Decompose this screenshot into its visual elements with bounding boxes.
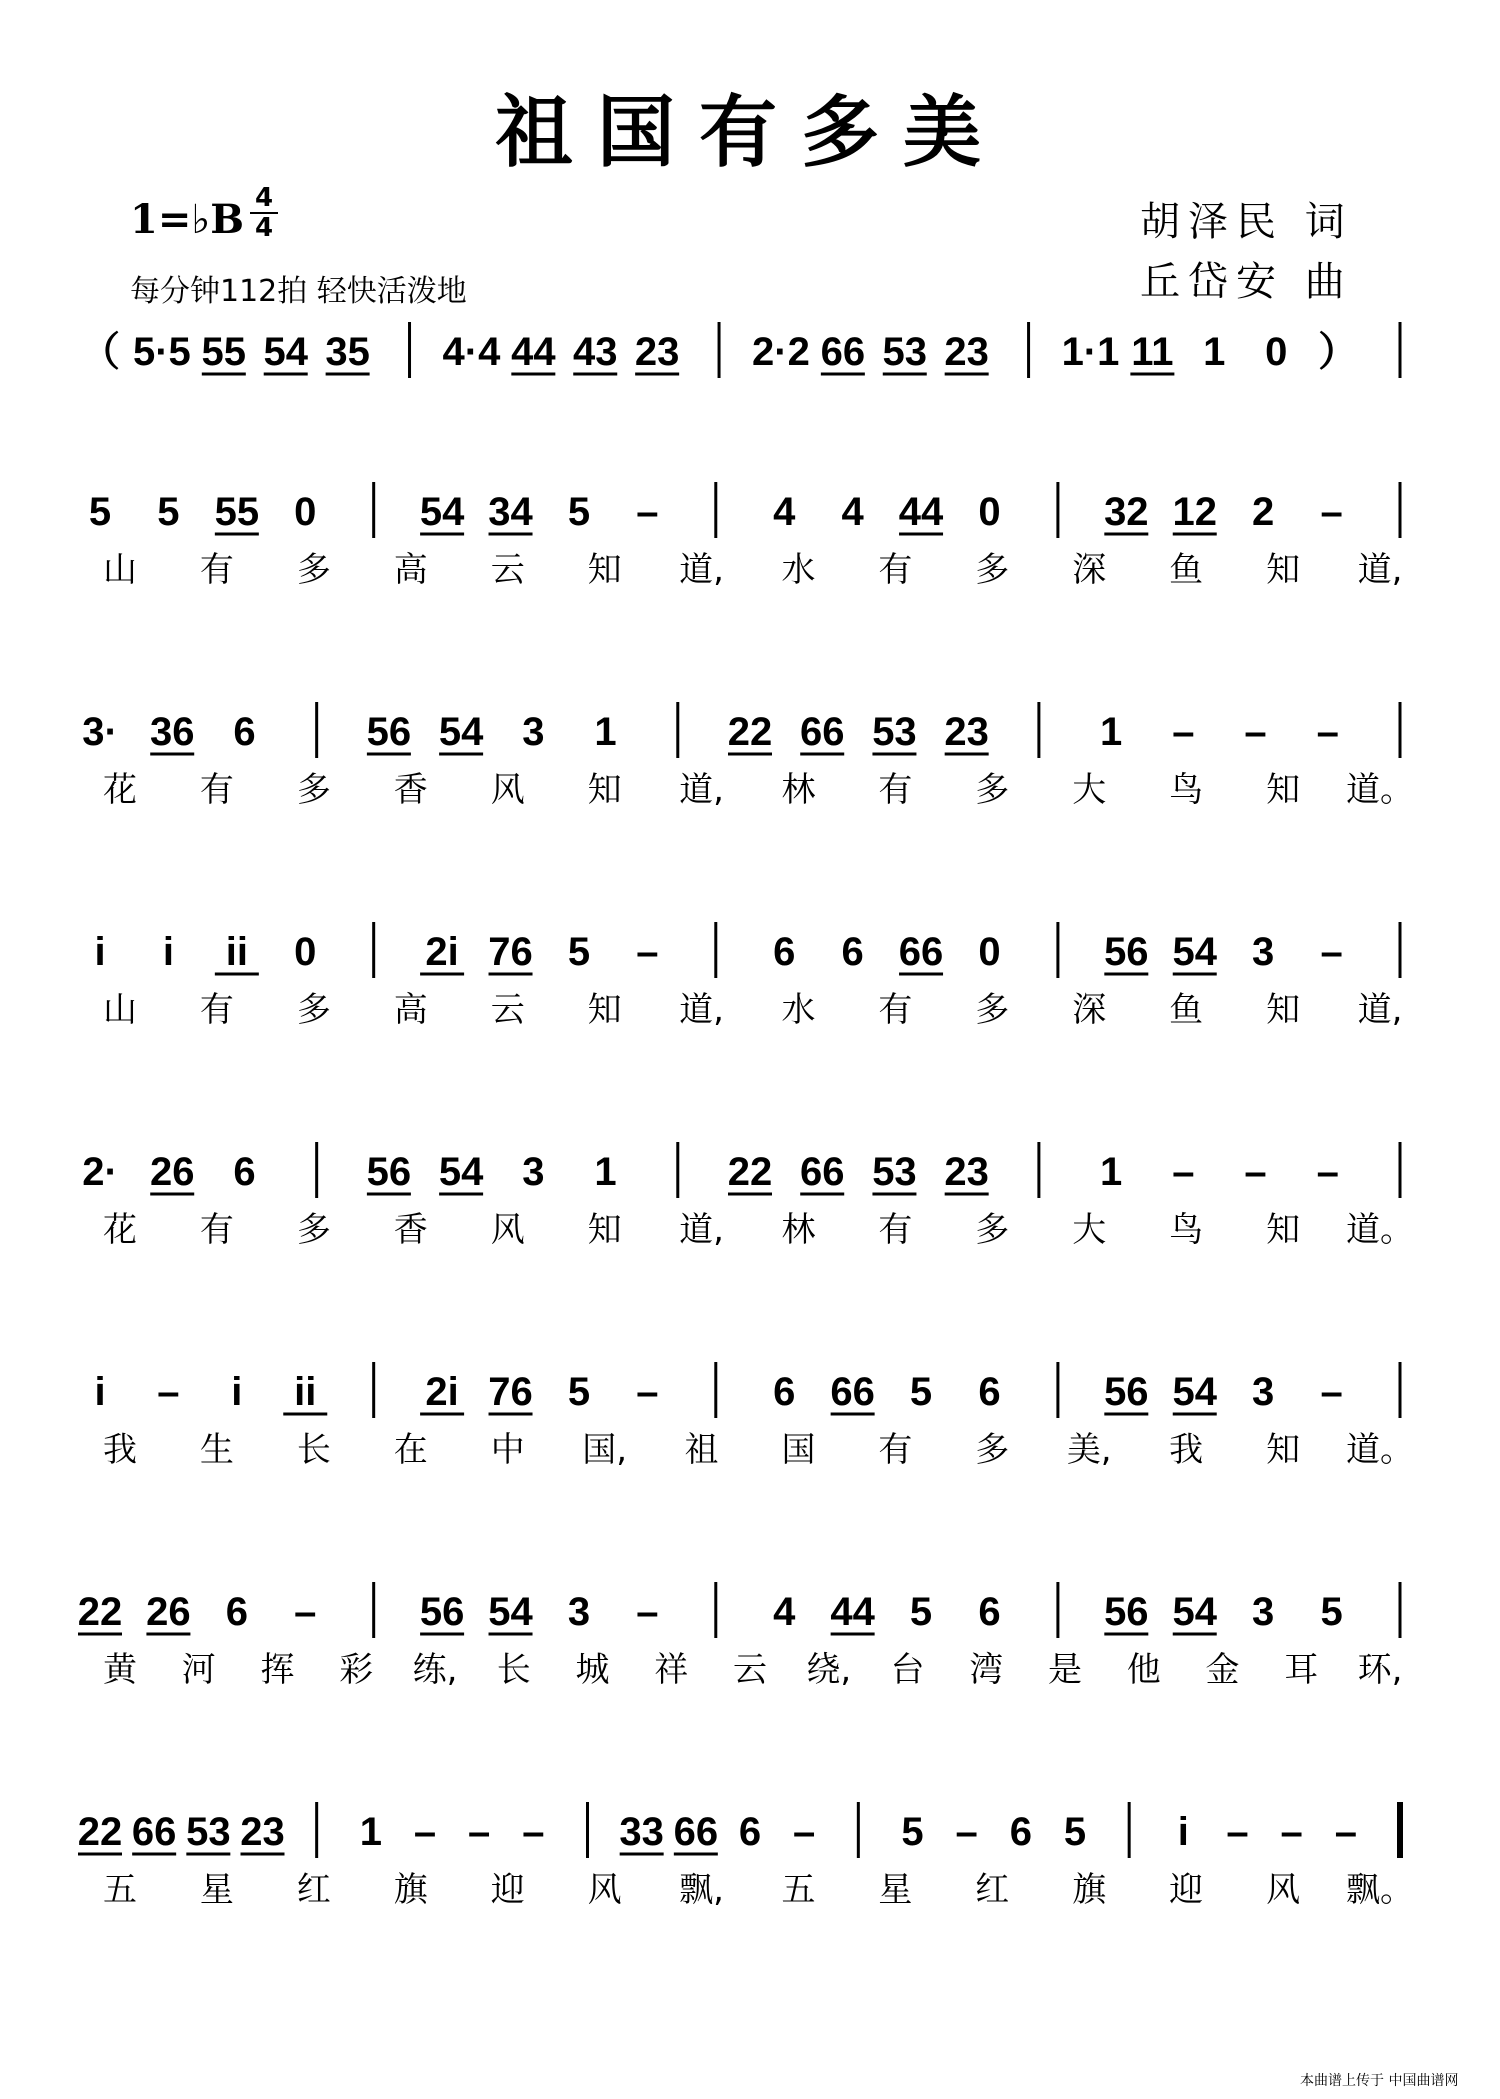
lyric-syllable: 练, (412, 1650, 458, 1690)
jianpu-note: 76 (488, 930, 533, 974)
lyric-syllable: 知 (587, 1210, 622, 1250)
lyric-syllable: 云 (490, 550, 525, 590)
jianpu-note: – (636, 930, 659, 974)
notation-line (0, 480, 1500, 550)
lyric-syllable: 彩 (339, 1650, 374, 1690)
jianpu-note: i (94, 1370, 106, 1414)
lyric-syllable: 多 (975, 770, 1010, 810)
time-signature-top: 4 (254, 183, 274, 213)
jianpu-note: 12 (1172, 490, 1217, 534)
jianpu-note: 2i (425, 1370, 459, 1414)
jianpu-note: – (955, 1810, 978, 1854)
jianpu-note: 66 (898, 930, 944, 974)
lyric-syllable: 林 (781, 770, 816, 810)
jianpu-note: 34 (488, 490, 533, 534)
jianpu-note: – (1172, 1150, 1195, 1194)
jianpu-note: 5 (909, 1370, 933, 1414)
jianpu-note: 53 (186, 1810, 231, 1854)
lyric-syllable: 有 (878, 550, 913, 590)
jianpu-note: 2i (425, 930, 459, 974)
jianpu-note: 4 (773, 490, 796, 534)
composer-credit: 丘岱安 曲 (1140, 259, 1353, 305)
jianpu-note: 1 (1099, 710, 1123, 754)
lyric-syllable: 五 (781, 1870, 816, 1910)
jianpu-note: i (162, 930, 174, 974)
jianpu-note: 6 (233, 1150, 256, 1194)
jianpu-note: – (636, 1590, 659, 1634)
lyric-syllable: 道, (679, 990, 724, 1030)
jianpu-note: 5 (1320, 1590, 1343, 1634)
jianpu-note: 5 (909, 1590, 933, 1634)
jianpu-note: 22 (77, 1590, 123, 1634)
jianpu-note: – (1226, 1810, 1249, 1854)
lyric-syllable: 星 (199, 1870, 234, 1910)
lyric-syllable: 红 (975, 1870, 1010, 1910)
jianpu-note: 3 (1252, 1370, 1275, 1414)
lyric-syllable: 旗 (393, 1870, 428, 1910)
lyric-syllable: 知 (587, 550, 622, 590)
lyric-syllable: 道。 (1346, 1430, 1414, 1470)
notation-line (0, 700, 1500, 770)
jianpu-note: 5 (1063, 1810, 1087, 1854)
jianpu-note: – (1320, 930, 1343, 974)
notation-line (0, 320, 1500, 390)
jianpu-note: – (294, 1590, 317, 1634)
lyric-syllable: 知 (1266, 770, 1301, 810)
lyric-syllable: 金 (1205, 1650, 1240, 1690)
jianpu-note: 53 (872, 710, 917, 754)
jianpu-note: 0 (978, 930, 1001, 974)
jianpu-note: 5 (567, 490, 591, 534)
jianpu-note: 22 (77, 1810, 123, 1854)
lyric-syllable: 黄 (103, 1650, 137, 1690)
jianpu-note: 2·2 (752, 330, 810, 374)
lyric-syllable: 有 (199, 550, 234, 590)
jianpu-note: – (1316, 710, 1339, 754)
jianpu-note: 1 (594, 1150, 617, 1194)
lyric-syllable: 鸟 (1169, 770, 1204, 810)
lyric-syllable: 有 (199, 990, 234, 1030)
jianpu-note: – (1334, 1810, 1357, 1854)
jianpu-note: 1 (359, 1810, 382, 1854)
lyric-syllable: 飘。 (1346, 1870, 1414, 1910)
lyric-syllable: 他 (1126, 1650, 1161, 1690)
notation-line (0, 1360, 1500, 1430)
jianpu-note: 55 (201, 330, 247, 374)
jianpu-note: 44 (898, 490, 944, 534)
lyric-syllable: 挥 (260, 1650, 295, 1690)
jianpu-note: 43 (572, 330, 618, 374)
lyric-syllable: 花 (103, 1210, 137, 1250)
score-system-4 (0, 920, 1500, 1060)
lyric-syllable: 道。 (1346, 770, 1414, 810)
jianpu-note: ii (225, 930, 248, 974)
jianpu-note: 5 (567, 1370, 591, 1414)
jianpu-note: 66 (131, 1810, 177, 1854)
lyric-syllable: 飘, (679, 1870, 724, 1910)
jianpu-note: 56 (366, 1150, 412, 1194)
lyric-syllable: 鱼 (1169, 550, 1204, 590)
jianpu-note: – (1316, 1150, 1339, 1194)
score-system-3 (0, 700, 1500, 840)
lyric-syllable: 高 (393, 550, 428, 590)
lyric-syllable: 水 (781, 550, 816, 590)
lyric-syllable: 水 (781, 990, 816, 1030)
lyric-syllable: 中 (490, 1430, 525, 1470)
jianpu-note: 2 (1252, 490, 1275, 534)
lyric-syllable: 深 (1072, 990, 1107, 1030)
lyric-syllable: 山 (103, 990, 137, 1030)
lyric-syllable: 深 (1072, 550, 1107, 590)
jianpu-note: 3 (522, 710, 545, 754)
lyric-syllable: 知 (1266, 990, 1301, 1030)
lyric-syllable: 林 (781, 1210, 816, 1250)
lyric-syllable: 城 (575, 1650, 610, 1690)
jianpu-note: i (1177, 1810, 1189, 1854)
jianpu-note: 66 (799, 1150, 845, 1194)
lyric-syllable: 环, (1357, 1650, 1403, 1690)
jianpu-note: – (157, 1370, 180, 1414)
lyric-syllable: 知 (587, 990, 622, 1030)
tempo-marking: 每分钟112拍 轻快活泼地 (130, 274, 467, 309)
notation-line (0, 920, 1500, 990)
lyric-syllable: 道, (679, 1210, 724, 1250)
lyric-syllable: 旗 (1072, 1870, 1107, 1910)
lyric-syllable: 我 (1169, 1430, 1204, 1470)
jianpu-note: 5 (901, 1810, 924, 1854)
lyric-syllable: 祥 (654, 1650, 689, 1690)
jianpu-note: 1 (1203, 330, 1226, 374)
jianpu-note: 4·4 (442, 330, 501, 374)
lyric-syllable: 迎 (490, 1870, 525, 1910)
lyric-syllable: 道, (679, 770, 724, 810)
jianpu-note: 66 (820, 330, 866, 374)
jianpu-note: 1 (594, 710, 617, 754)
lyric-syllable: 河 (181, 1650, 216, 1690)
jianpu-note: 6 (1009, 1810, 1032, 1854)
jianpu-note: 5·5 (132, 330, 191, 374)
jianpu-note: ） (1318, 330, 1359, 374)
lyric-syllable: 知 (1266, 1210, 1301, 1250)
lyric-syllable: 红 (296, 1870, 331, 1910)
lyric-syllable: 知 (1266, 550, 1301, 590)
lyric-syllable: 多 (975, 990, 1010, 1030)
lyric-syllable: 多 (975, 1430, 1010, 1470)
lyric-syllable: 鱼 (1169, 990, 1204, 1030)
jianpu-note: 26 (146, 1590, 191, 1634)
jianpu-note: 44 (830, 1590, 875, 1634)
lyric-syllable: 美, (1066, 1430, 1112, 1470)
jianpu-note: 6 (233, 710, 256, 754)
jianpu-note: 0 (294, 490, 317, 534)
lyric-syllable: 国 (781, 1430, 816, 1470)
lyric-syllable: 台 (890, 1650, 925, 1690)
score-system-5 (0, 1140, 1500, 1280)
jianpu-note: 66 (673, 1810, 719, 1854)
lyric-syllable: 五 (103, 1870, 137, 1910)
lyric-syllable: 有 (878, 770, 913, 810)
lyric-syllable: 我 (103, 1430, 137, 1470)
lyric-syllable: 鸟 (1169, 1210, 1204, 1250)
jianpu-note: 5 (567, 930, 591, 974)
jianpu-note: 35 (325, 330, 370, 374)
lyric-syllable: 长 (296, 1430, 331, 1470)
jianpu-note: 6 (841, 930, 864, 974)
lyric-syllable: 耳 (1284, 1650, 1319, 1690)
jianpu-note: 56 (1104, 930, 1149, 974)
jianpu-note: （ (80, 330, 120, 374)
jianpu-note: ii (294, 1370, 317, 1414)
jianpu-note: 32 (1104, 490, 1149, 534)
jianpu-note: 6 (773, 1370, 796, 1414)
jianpu-note: 54 (1172, 930, 1217, 974)
jianpu-note: 6 (978, 1590, 1001, 1634)
lyric-syllable: 迎 (1169, 1870, 1204, 1910)
jianpu-note: 23 (944, 330, 989, 374)
jianpu-note: 23 (944, 710, 989, 754)
lyric-syllable: 花 (103, 770, 137, 810)
jianpu-note: 3 (522, 1150, 545, 1194)
lyric-syllable: 长 (496, 1650, 531, 1690)
jianpu-note: 4 (773, 1590, 796, 1634)
lyric-syllable: 湾 (969, 1650, 1004, 1690)
score-system-2 (0, 480, 1500, 620)
jianpu-note: 55 (214, 490, 260, 534)
jianpu-note: 0 (294, 930, 317, 974)
notation-line (0, 1580, 1500, 1650)
score-system-8 (0, 1800, 1500, 1940)
notation-line (0, 1140, 1500, 1210)
lyric-syllable: 星 (878, 1870, 913, 1910)
lyric-syllable: 香 (393, 770, 428, 810)
lyric-syllable: 是 (1048, 1650, 1082, 1690)
footer-credit: 本曲谱上传于 中国曲谱网 (1300, 2073, 1459, 2089)
lyric-syllable: 云 (733, 1650, 767, 1690)
lyric-syllable: 道, (1357, 550, 1403, 590)
lyric-syllable: 在 (393, 1430, 428, 1470)
jianpu-note: 5 (88, 490, 112, 534)
lyric-syllable: 祖 (684, 1430, 719, 1470)
jianpu-note: 0 (1265, 330, 1288, 374)
jianpu-note: 23 (240, 1810, 285, 1854)
lyric-syllable: 有 (878, 1430, 913, 1470)
lyric-syllable: 道, (1357, 990, 1403, 1030)
jianpu-note: 6 (773, 930, 796, 974)
jianpu-note: 3 (1252, 1590, 1275, 1634)
jianpu-note: 33 (619, 1810, 664, 1854)
jianpu-note: 26 (149, 1150, 195, 1194)
jianpu-note: 54 (263, 330, 308, 374)
lyric-syllable: 多 (296, 770, 331, 810)
jianpu-note: i (94, 930, 106, 974)
jianpu-note: – (1320, 1370, 1343, 1414)
lyric-syllable: 风 (1266, 1870, 1301, 1910)
key-signature: 1=♭B (130, 196, 245, 243)
lyric-syllable: 国, (582, 1430, 628, 1470)
jianpu-note: 0 (978, 490, 1001, 534)
jianpu-note: 66 (830, 1370, 875, 1414)
lyric-syllable: 多 (296, 1210, 331, 1250)
jianpu-note: 11 (1131, 330, 1174, 374)
lyric-syllable: 风 (587, 1870, 622, 1910)
lyric-syllable: 多 (975, 550, 1010, 590)
jianpu-note: 22 (727, 1150, 773, 1194)
jianpu-note: 5 (157, 490, 180, 534)
jianpu-note: 3· (82, 710, 118, 754)
jianpu-note: – (636, 490, 659, 534)
jianpu-note: 3 (1252, 930, 1275, 974)
jianpu-note: 1 (1099, 1150, 1123, 1194)
jianpu-note: i (231, 1370, 243, 1414)
jianpu-note: 53 (882, 330, 928, 374)
jianpu-note: – (636, 1370, 659, 1414)
jianpu-note: 54 (419, 490, 465, 534)
lyric-syllable: 道, (679, 550, 724, 590)
jianpu-note: 36 (149, 710, 195, 754)
lyric-syllable: 云 (490, 990, 525, 1030)
jianpu-note: – (1320, 490, 1343, 534)
lyric-syllable: 多 (296, 550, 331, 590)
jianpu-note: 1·1 (1061, 330, 1120, 374)
jianpu-note: 76 (488, 1370, 533, 1414)
jianpu-note: 2· (82, 1150, 118, 1194)
jianpu-note: 53 (872, 1150, 917, 1194)
song-title: 祖国有多美 (494, 87, 1005, 178)
lyric-syllable: 有 (878, 990, 913, 1030)
lyric-syllable: 香 (393, 1210, 428, 1250)
lyric-syllable: 有 (199, 770, 234, 810)
lyric-syllable: 知 (587, 770, 622, 810)
lyric-syllable: 大 (1072, 770, 1107, 810)
lyric-syllable: 生 (199, 1430, 234, 1470)
lyric-syllable: 绕, (806, 1650, 852, 1690)
notation-line (0, 1800, 1500, 1870)
jianpu-note: 54 (438, 1150, 484, 1194)
jianpu-note: 54 (488, 1590, 533, 1634)
lyricist-credit: 胡泽民 词 (1140, 199, 1353, 245)
jianpu-note: – (1172, 710, 1195, 754)
jianpu-note: 22 (727, 710, 773, 754)
jianpu-note: – (522, 1810, 545, 1854)
score-system-7 (0, 1580, 1500, 1720)
jianpu-note: 56 (1104, 1370, 1149, 1414)
jianpu-note: 56 (1104, 1590, 1149, 1634)
lyric-syllable: 有 (878, 1210, 913, 1250)
jianpu-note: 54 (438, 710, 484, 754)
jianpu-note: 44 (511, 330, 556, 374)
time-signature (250, 184, 278, 242)
jianpu-note: – (1244, 1150, 1267, 1194)
jianpu-note: – (468, 1810, 491, 1854)
jianpu-note: – (1280, 1810, 1303, 1854)
lyric-syllable: 多 (975, 1210, 1010, 1250)
jianpu-note: – (1244, 710, 1267, 754)
lyric-syllable: 多 (296, 990, 331, 1030)
lyric-syllable: 大 (1072, 1210, 1107, 1250)
score-system-6 (0, 1360, 1500, 1500)
jianpu-note: 23 (944, 1150, 989, 1194)
jianpu-note: 23 (634, 330, 680, 374)
lyric-syllable: 高 (393, 990, 428, 1030)
jianpu-note: – (793, 1810, 816, 1854)
jianpu-note: – (413, 1810, 437, 1854)
lyric-syllable: 风 (490, 770, 525, 810)
jianpu-note: 6 (978, 1370, 1001, 1414)
jianpu-note: 54 (1172, 1370, 1217, 1414)
time-signature-bottom: 4 (250, 212, 278, 242)
score-system-1 (0, 320, 1500, 460)
jianpu-note: 4 (841, 490, 864, 534)
jianpu-note: 56 (366, 710, 412, 754)
jianpu-note: 54 (1172, 1590, 1217, 1634)
jianpu-note: 6 (738, 1810, 762, 1854)
jianpu-note: 66 (799, 710, 845, 754)
jianpu-note: 3 (567, 1590, 591, 1634)
lyric-syllable: 山 (103, 550, 137, 590)
lyric-syllable: 风 (490, 1210, 525, 1250)
lyric-syllable: 知 (1266, 1430, 1301, 1470)
lyric-syllable: 有 (199, 1210, 234, 1250)
lyric-syllable: 道。 (1346, 1210, 1414, 1250)
jianpu-note: 56 (419, 1590, 465, 1634)
jianpu-note: 6 (225, 1590, 248, 1634)
